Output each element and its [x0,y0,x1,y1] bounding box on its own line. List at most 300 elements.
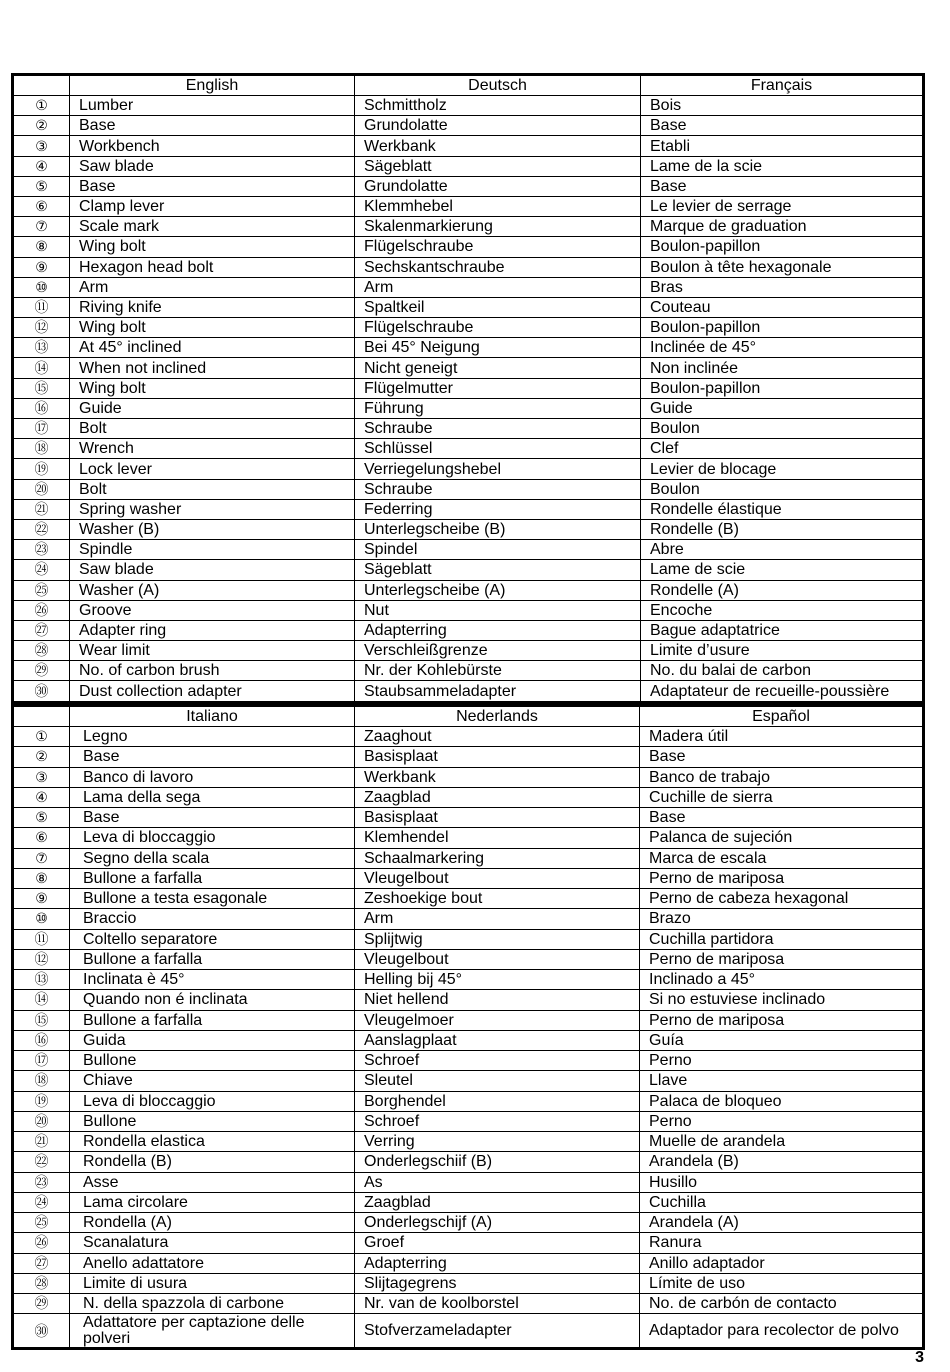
part-name: Saw blade [70,156,355,176]
part-name: Límite de uso [640,1273,923,1293]
part-name: Segno della scala [70,848,355,868]
part-name: Bois [641,96,923,116]
table-row [14,868,923,888]
part-name: Marca de escala [640,848,923,868]
table-row [14,1273,923,1293]
table-row [14,540,923,560]
part-name: Palanca de sujeción [640,828,923,848]
part-name: Groef [355,1233,640,1253]
table-row [14,176,923,196]
item-number: ㉕ [14,580,70,600]
part-name: Bague adaptatrice [641,620,923,640]
table-row [14,217,923,237]
part-name: Vleugelbout [355,868,640,888]
item-number: ⑯ [14,1030,70,1050]
part-name: Verschleißgrenze [355,641,641,661]
item-number: ① [14,727,70,747]
table-row [14,949,923,969]
table-row [14,600,923,620]
item-number: ⑱ [14,1071,70,1091]
part-name: Cuchilla [640,1192,923,1212]
part-name: Leva di bloccaggio [70,1091,355,1111]
part-name: Führung [355,398,641,418]
item-number: ⑩ [14,909,70,929]
item-number: ⑲ [14,1091,70,1111]
table-row [14,727,923,747]
part-name: Boulon-papillon [641,318,923,338]
part-name: Asse [70,1172,355,1192]
parts-table-2 [13,706,923,1348]
part-name: Bullone a farfalla [70,949,355,969]
part-name: Base [70,116,355,136]
part-name: Arm [355,909,640,929]
part-name: Bei 45° Neigung [355,338,641,358]
table-row [14,237,923,257]
item-number: ⑲ [14,459,70,479]
part-name: Nr. van de koolborstel [355,1294,640,1314]
item-number: ⑥ [14,196,70,216]
table-row [14,257,923,277]
part-name: Riving knife [70,297,355,317]
part-name: Guía [640,1030,923,1050]
part-name: Spindle [70,540,355,560]
part-name: Bullone a testa esagonale [70,889,355,909]
item-number: ⑭ [14,990,70,1010]
table-row [14,747,923,767]
part-name: Bullone [70,1051,355,1071]
item-number: ㉑ [14,499,70,519]
part-name: Stofverzameladapter [355,1314,640,1348]
part-name: Ranura [640,1233,923,1253]
part-name: Perno [640,1111,923,1131]
table-row [14,889,923,909]
part-name: No. du balai de carbon [641,661,923,681]
table-row [14,1172,923,1192]
part-name: Levier de blocage [641,459,923,479]
part-name: Boulon à tête hexagonale [641,257,923,277]
item-number: ⑥ [14,828,70,848]
part-name: Rondella elastica [70,1132,355,1152]
part-name: Adapterring [355,1253,640,1273]
part-name: Boulon [641,419,923,439]
part-name: Adattatore per captazione delle polveri [70,1314,355,1348]
item-number: ㉗ [14,620,70,640]
part-name: Schraube [355,419,641,439]
part-name: Borghendel [355,1091,640,1111]
part-name: Werkbank [355,767,640,787]
table-row [14,358,923,378]
item-number: ⑦ [14,217,70,237]
part-name: Zaagblad [355,787,640,807]
part-name: Rondella (A) [70,1213,355,1233]
part-name: Base [640,808,923,828]
part-name: Cuchille de sierra [640,787,923,807]
part-name: Sägeblatt [355,560,641,580]
item-number: ⑱ [14,439,70,459]
part-name: Arandela (B) [640,1152,923,1172]
item-number: ② [14,747,70,767]
part-name: Base [70,808,355,828]
part-name: Si no estuviese inclinado [640,990,923,1010]
table-row [14,1111,923,1131]
item-number: ㉕ [14,1213,70,1233]
part-name: Flügelschraube [355,318,641,338]
part-name: Unterlegscheibe (A) [355,580,641,600]
part-name: Rondelle (A) [641,580,923,600]
part-name: Perno de mariposa [640,1010,923,1030]
item-number: ⑬ [14,338,70,358]
part-name: Bullone a farfalla [70,1010,355,1030]
part-name: Helling bij 45° [355,970,640,990]
part-name: Spaltkeil [355,297,641,317]
part-name: Scale mark [70,217,355,237]
table-row [14,929,923,949]
part-name: Limite di usura [70,1273,355,1293]
part-name: Niet hellend [355,990,640,1010]
part-name: Washer (B) [70,519,355,539]
part-name: Washer (A) [70,580,355,600]
table-row [14,1091,923,1111]
part-name: Slijtagegrens [355,1273,640,1293]
item-number: ⑧ [14,237,70,257]
part-name: Llave [640,1071,923,1091]
part-name: Skalenmarkierung [355,217,641,237]
part-name: Arm [355,277,641,297]
part-name: Federring [355,499,641,519]
part-name: Etabli [641,136,923,156]
table-row [14,1071,923,1091]
table-row [14,970,923,990]
part-name: Lama della sega [70,787,355,807]
part-name: Base [641,116,923,136]
item-number: ③ [14,136,70,156]
table-row [14,787,923,807]
column-header: Nederlands [355,707,640,727]
item-number: ⑭ [14,358,70,378]
part-name: Guide [70,398,355,418]
part-name: Wing bolt [70,378,355,398]
item-number: ㉙ [14,661,70,681]
table-row [14,990,923,1010]
table-row [14,318,923,338]
part-name: Boulon [641,479,923,499]
item-number: ④ [14,787,70,807]
item-number: ㉗ [14,1253,70,1273]
item-number: ㉓ [14,1172,70,1192]
table-row [14,828,923,848]
part-name: Perno de cabeza hexagonal [640,889,923,909]
table-row [14,1233,923,1253]
part-name: Adaptador para recolector de polvo [640,1314,923,1348]
item-number: ⑳ [14,1111,70,1131]
part-name: Nicht geneigt [355,358,641,378]
part-name: Perno de mariposa [640,949,923,969]
item-number: ③ [14,767,70,787]
part-name: Clamp lever [70,196,355,216]
part-name: Rondella (B) [70,1152,355,1172]
table-row [14,398,923,418]
table-row [14,96,923,116]
table-row [14,681,923,702]
item-number: ㉖ [14,600,70,620]
item-number: ⑬ [14,970,70,990]
part-name: Lame de scie [641,560,923,580]
part-name: Limite d’usure [641,641,923,661]
item-number: ㉒ [14,1152,70,1172]
part-name: Nr. der Kohlebürste [355,661,641,681]
part-name: Rondelle élastique [641,499,923,519]
part-name: Spring washer [70,499,355,519]
header-number-cell [14,707,70,727]
table-row [14,580,923,600]
part-name: Bolt [70,479,355,499]
page-number: 3 [915,1349,924,1366]
parts-table-en-de-fr [11,73,925,704]
part-name: Couteau [641,297,923,317]
part-name: Le levier de serrage [641,196,923,216]
item-number: ⑯ [14,398,70,418]
part-name: Zaaghout [355,727,640,747]
part-name: Grundolatte [355,116,641,136]
header-number-cell [14,76,70,96]
part-name: Schmittholz [355,96,641,116]
table-row [14,661,923,681]
part-name: Bullone a farfalla [70,868,355,888]
part-name: Marque de graduation [641,217,923,237]
table-row [14,1030,923,1050]
column-header: Deutsch [355,76,641,96]
part-name: Bullone [70,1111,355,1131]
item-number: ⑮ [14,1010,70,1030]
part-name: Zaagblad [355,1192,640,1212]
part-name: Werkbank [355,136,641,156]
part-name: Anello adattatore [70,1253,355,1273]
item-number: ⑪ [14,297,70,317]
part-name: Quando non é inclinata [70,990,355,1010]
table-row [14,1132,923,1152]
part-name: Boulon-papillon [641,237,923,257]
part-name: Basisplaat [355,747,640,767]
item-number: ① [14,96,70,116]
part-name: No. of carbon brush [70,661,355,681]
item-number: ㉒ [14,519,70,539]
part-name: Bras [641,277,923,297]
column-header: Italiano [70,707,355,727]
table-row [14,1152,923,1172]
part-name: Scanalatura [70,1233,355,1253]
part-name: Inclinée de 45° [641,338,923,358]
part-name: Staubsammeladapter [355,681,641,702]
part-name: Sleutel [355,1071,640,1091]
table-row [14,499,923,519]
part-name: No. de carbón de contacto [640,1294,923,1314]
table-row [14,1010,923,1030]
table-row [14,277,923,297]
table-row [14,439,923,459]
part-name: Banco de trabajo [640,767,923,787]
part-name: Cuchilla partidora [640,929,923,949]
part-name: Leva di bloccaggio [70,828,355,848]
item-number: ⑨ [14,889,70,909]
item-number: ㉙ [14,1294,70,1314]
part-name: Unterlegscheibe (B) [355,519,641,539]
column-header: Español [640,707,923,727]
item-number: ㉑ [14,1132,70,1152]
table-row [14,297,923,317]
table-row [14,196,923,216]
part-name: Guida [70,1030,355,1050]
item-number: ㉔ [14,1192,70,1212]
part-name: Inclinata è 45° [70,970,355,990]
part-name: Zeshoekige bout [355,889,640,909]
part-name: Lumber [70,96,355,116]
part-name: Dust collection adapter [70,681,355,702]
part-name: As [355,1172,640,1192]
part-name: Adapter ring [70,620,355,640]
part-name: Brazo [640,909,923,929]
item-number: ⑪ [14,929,70,949]
part-name: Klemhendel [355,828,640,848]
part-name: Hexagon head bolt [70,257,355,277]
part-name: Klemmhebel [355,196,641,216]
part-name: Spindel [355,540,641,560]
table-row [14,767,923,787]
part-name: Groove [70,600,355,620]
part-name: Muelle de arandela [640,1132,923,1152]
part-name: Arandela (A) [640,1213,923,1233]
part-name: Lock lever [70,459,355,479]
header-row [14,76,923,96]
part-name: Encoche [641,600,923,620]
table-row [14,419,923,439]
part-name: Flügelschraube [355,237,641,257]
part-name: Guide [641,398,923,418]
part-name: Husillo [640,1172,923,1192]
part-name: Braccio [70,909,355,929]
item-number: ㉓ [14,540,70,560]
part-name: Bolt [70,419,355,439]
item-number: ⑮ [14,378,70,398]
part-name: At 45° inclined [70,338,355,358]
table-row [14,1051,923,1071]
item-number: ⑳ [14,479,70,499]
part-name: Sägeblatt [355,156,641,176]
part-name: Wing bolt [70,318,355,338]
part-name: When not inclined [70,358,355,378]
part-name: Rondelle (B) [641,519,923,539]
part-name: Clef [641,439,923,459]
table-row [14,378,923,398]
part-name: Perno de mariposa [640,868,923,888]
part-name: Base [640,747,923,767]
item-number: ㉚ [14,1314,70,1348]
part-name: Schroef [355,1111,640,1131]
parts-table-1 [13,75,923,702]
part-name: Schaalmarkering [355,848,640,868]
part-name: Grundolatte [355,176,641,196]
table-row [14,1253,923,1273]
part-name: Aanslagplaat [355,1030,640,1050]
part-name: Wing bolt [70,237,355,257]
table-row [14,641,923,661]
item-number: ㉘ [14,1273,70,1293]
item-number: ⑤ [14,808,70,828]
item-number: ⑨ [14,257,70,277]
item-number: ㉔ [14,560,70,580]
part-name: Wear limit [70,641,355,661]
part-name: Inclinado a 45° [640,970,923,990]
part-name: Adaptateur de recueille-poussière [641,681,923,702]
part-name: Workbench [70,136,355,156]
table-row [14,136,923,156]
part-name: Non inclinée [641,358,923,378]
table-row [14,560,923,580]
part-name: Schraube [355,479,641,499]
item-number: ⑫ [14,949,70,969]
table-row [14,1294,923,1314]
part-name: Arm [70,277,355,297]
item-number: ⑤ [14,176,70,196]
part-name: Base [70,747,355,767]
part-name: Saw blade [70,560,355,580]
part-name: Nut [355,600,641,620]
table-row [14,620,923,640]
item-number: ⑧ [14,868,70,888]
part-name: Verriegelungshebel [355,459,641,479]
part-name: Schroef [355,1051,640,1071]
table-row [14,459,923,479]
part-name: Legno [70,727,355,747]
part-name: Vleugelmoer [355,1010,640,1030]
parts-table-it-nl-es [11,704,925,1350]
item-number: ⑰ [14,1051,70,1071]
part-name: Palaca de bloqueo [640,1091,923,1111]
table-row [14,1314,923,1348]
part-name: Base [641,176,923,196]
part-name: Chiave [70,1071,355,1091]
part-name: Anillo adaptador [640,1253,923,1273]
part-name: Basisplaat [355,808,640,828]
part-name: Flügelmutter [355,378,641,398]
part-name: Boulon-papillon [641,378,923,398]
part-name: Verring [355,1132,640,1152]
part-name: Schlüssel [355,439,641,459]
item-number: ㉘ [14,641,70,661]
item-number: ⑦ [14,848,70,868]
item-number: ② [14,116,70,136]
part-name: Splijtwig [355,929,640,949]
table-row [14,116,923,136]
part-name: Madera útil [640,727,923,747]
table-row [14,479,923,499]
table-row [14,808,923,828]
table-row [14,519,923,539]
item-number: ④ [14,156,70,176]
part-name: N. della spazzola di carbone [70,1294,355,1314]
part-name: Adapterring [355,620,641,640]
part-name: Sechskantschraube [355,257,641,277]
table-row [14,1192,923,1212]
part-name: Onderlegschiif (B) [355,1152,640,1172]
column-header: Français [641,76,923,96]
table-row [14,1213,923,1233]
item-number: ⑫ [14,318,70,338]
part-name: Wrench [70,439,355,459]
part-name: Lame de la scie [641,156,923,176]
table-row [14,156,923,176]
part-name: Banco di lavoro [70,767,355,787]
header-row [14,707,923,727]
